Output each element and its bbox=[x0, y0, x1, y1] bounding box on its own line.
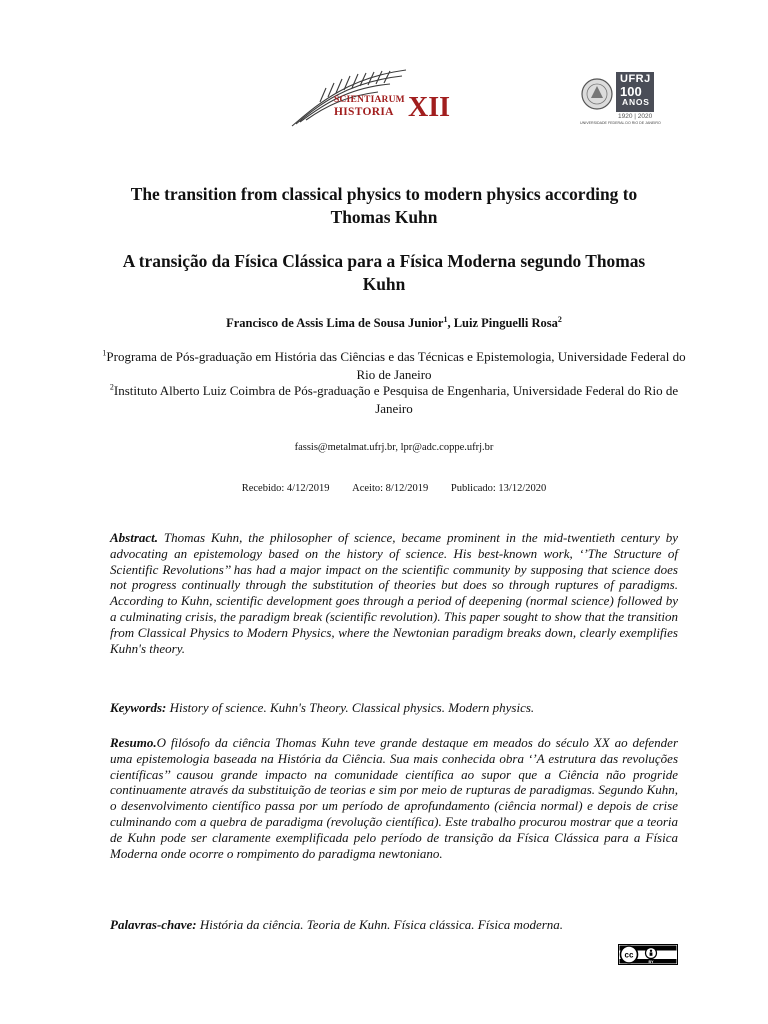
date-accepted: Aceito: 8/12/2019 bbox=[352, 483, 429, 494]
journal-logo-line2: HISTORIA bbox=[334, 106, 394, 118]
author-emails: fassis@metalmat.ufrj.br, lpr@adc.coppe.ufrj.br bbox=[294, 442, 494, 453]
cc-icon: cc bbox=[624, 950, 634, 960]
author-2: Luiz Pinguelli Rosa bbox=[453, 316, 558, 330]
palavras-chave bbox=[110, 917, 678, 933]
cc-by-license-badge[interactable] bbox=[618, 944, 678, 965]
university-logo bbox=[580, 72, 686, 124]
university-acronym: UFRJ bbox=[620, 73, 651, 85]
affiliation-1 bbox=[100, 348, 688, 384]
publication-dates bbox=[100, 483, 688, 494]
title-portuguese: A transição da Física Clássica para a Física Moderna segundo Thomas Kuhn bbox=[122, 251, 646, 294]
by-label: BY bbox=[648, 960, 654, 964]
authors bbox=[100, 316, 688, 331]
title-english: The transition from classical physics to modern physics according to Thomas Kuhn bbox=[130, 184, 638, 227]
affiliation-2 bbox=[100, 382, 688, 418]
affiliation-2-mark: 2 bbox=[109, 382, 114, 392]
author-2-affiliation-mark: 2 bbox=[557, 314, 562, 324]
date-received: Recebido: 4/12/2019 bbox=[241, 483, 330, 494]
abstract-label: Abstract. bbox=[110, 530, 159, 545]
resumo-text: O filósofo da ciência Thomas Kuhn teve grande destaque em meados do século XX ao defender uma epistemologia baseada na História da Ciência. Sua mais conhecida obra ‘’A estrutura das revoluções científicas’’ causou grande impacto na comunidade científica ao supor que a Ciência não progride continuamente através da substituição de teorias e sim por meio de rupturas de paradigmas. Segundo Kuhn, o desenvolvimento científico passa por um período de aprofundamento (ciência normal) e depois de crise culminando com a quebra de paradigma (revolução científica). Este trabalho procurou mostrar que a teoria de Kuhn pode ser claramente exemplificada pelo período de transição da Física Clássica para a Física Moderna onde ocorre o rompimento do paradigma newtoniano. bbox=[110, 735, 678, 861]
university-name: UNIVERSIDADE FEDERAL DO RIO DE JANEIRO bbox=[580, 121, 661, 125]
journal-logo bbox=[286, 66, 464, 130]
university-years: 1920 | 2020 bbox=[618, 113, 653, 120]
author-separator: , bbox=[447, 316, 454, 330]
university-number: 100 bbox=[620, 84, 642, 99]
abstract bbox=[110, 530, 678, 656]
author-1-affiliation-mark: 1 bbox=[443, 314, 448, 324]
palavras-chave-label: Palavras-chave: bbox=[110, 917, 197, 932]
affiliation-1-mark: 1 bbox=[102, 348, 107, 358]
journal-logo-numeral: XII bbox=[408, 92, 451, 123]
abstract-text: Thomas Kuhn, the philosopher of science, became prominent in the mid-twentieth century by advocating an epistemology based on the history of science. His best-known work, ‘’The Structure of Scientific Revolutions’’ has had a major impact on the scientific community by supposing that science does not progress continually through the substitution of theories but does so through ruptures of paradigms. According to Kuhn, scientific development goes through a period of deepening (normal science) followed by a culminating crisis, the paradigm break (scientific revolution). This paper sought to show that the transition from Classical Physics to Modern Physics, where the Newtonian paradigm breaks down, clearly exemplifies Kuhn's theory. bbox=[110, 530, 678, 656]
keywords-text: History of science. Kuhn's Theory. Classical physics. Modern physics. bbox=[166, 700, 535, 715]
resumo bbox=[110, 735, 678, 861]
affiliation-2-text: Instituto Alberto Luiz Coimbra de Pós-graduação e Pesquisa de Engenharia, Universidade Federal do Rio de Janeiro bbox=[113, 383, 679, 416]
affiliation-1-text: Programa de Pós-graduação em História das Ciências e das Técnicas e Epistemologia, Universidade Federal do Rio de Janeiro bbox=[106, 349, 686, 382]
date-published: Publicado: 13/12/2020 bbox=[450, 483, 547, 494]
keywords-label: Keywords: bbox=[110, 700, 167, 715]
journal-logo-line1: SCIENTIARUM bbox=[334, 95, 405, 105]
palavras-chave-text: História da ciência. Teoria de Kuhn. Física clássica. Física moderna. bbox=[196, 917, 564, 932]
resumo-label: Resumo. bbox=[110, 735, 157, 750]
author-1: Francisco de Assis Lima de Sousa Junior bbox=[226, 316, 444, 330]
keywords bbox=[110, 700, 678, 716]
university-seal-icon bbox=[580, 76, 614, 112]
university-anos: ANOS bbox=[622, 97, 650, 107]
